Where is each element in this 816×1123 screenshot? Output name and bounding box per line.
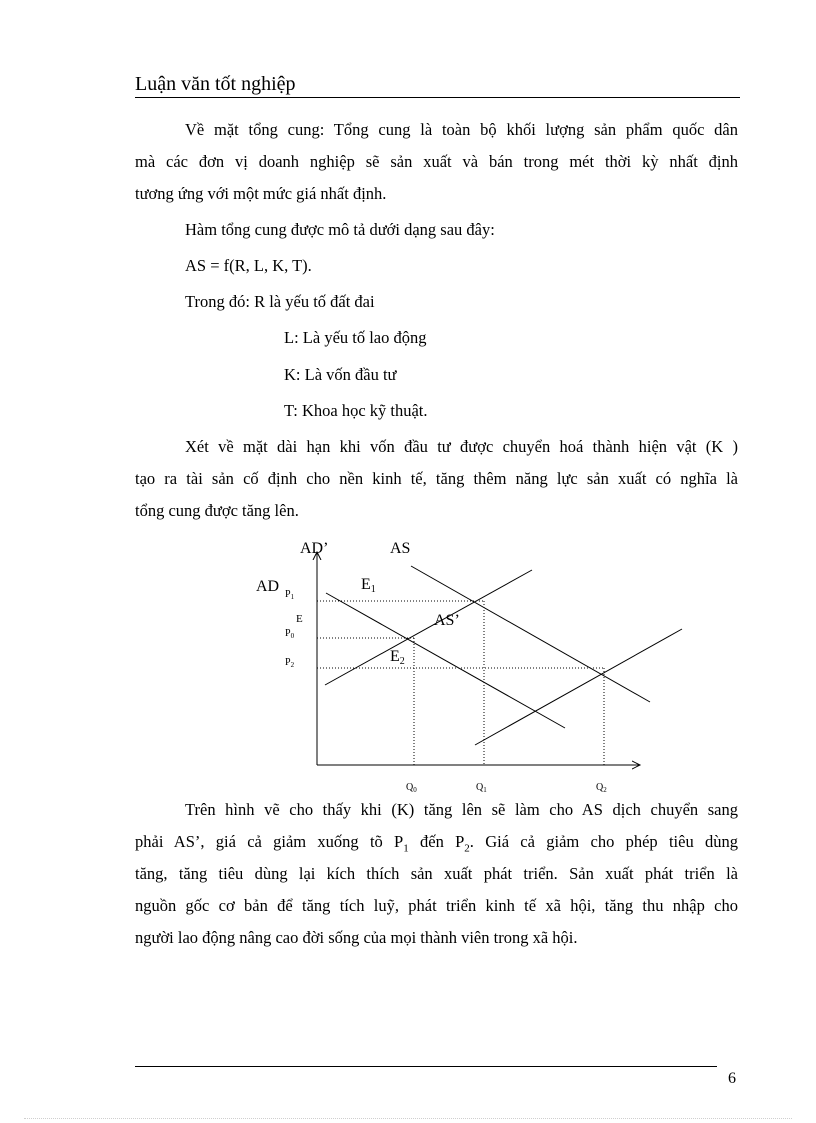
- q1-tick: $Q_1$: [476, 782, 487, 794]
- e1-label: E1: [361, 576, 376, 595]
- e2-label: E2: [390, 648, 405, 667]
- para3-line1: Xét về mặt dài hạn khi vốn đầu tư được chuyển hoá thành hiện vật (K ): [185, 437, 738, 456]
- para4-line1: Trên hình vẽ cho thấy khi (K) tăng lên sẽ làm cho AS dịch chuyển sang: [185, 800, 738, 819]
- formula: AS = f(R, L, K, T).: [185, 256, 312, 275]
- footer-rule: [135, 1066, 717, 1067]
- e-small-label: E: [296, 613, 303, 625]
- q2-tick: $Q_2$: [596, 782, 607, 794]
- page-bottom-edge: [24, 1118, 792, 1119]
- para4-line4: nguồn gốc cơ bản để tăng tích luỹ, phát triển kinh tế xã hội, tăng thu nhập cho: [135, 896, 738, 915]
- p2-tick: $P_2$: [285, 657, 295, 669]
- ad-prime-line: [411, 566, 650, 702]
- where-item: T: Khoa học kỹ thuật.: [284, 401, 428, 420]
- ad-prime-label: AD’: [300, 540, 329, 557]
- as-prime-line: [475, 629, 682, 745]
- where-item: L: Là yếu tố lao động: [284, 328, 427, 347]
- para1-line3: tương ứng với một mức giá nhất định.: [135, 184, 387, 203]
- para3-line2: tạo ra tài sản cố định cho nền kinh tế, tăng thêm năng lực sản xuất có nghĩa là: [135, 469, 738, 488]
- p1-tick: $P_1$: [285, 589, 295, 601]
- para4-line5: người lao động nâng cao đời sống của mọi thành viên trong xã hội.: [135, 928, 578, 947]
- ad-label: AD: [256, 578, 280, 595]
- where-item: K: Là vốn đầu tư: [284, 365, 397, 384]
- q0-tick: $Q_0$: [406, 782, 417, 794]
- para1-line1: Về mặt tổng cung: Tổng cung là toàn bộ khối lượng sản phẩm quốc dân: [185, 120, 738, 139]
- para1-line2: mà các đơn vị doanh nghiệp sẽ sản xuất và bán trong mét thời kỳ nhất định: [135, 152, 738, 171]
- page-number: 6: [728, 1070, 736, 1087]
- para4-line2: phải AS’, giá cả giảm xuống tõ $P_1$ đến $P_2$. Giá cả giảm cho phép tiêu dùng: [135, 832, 738, 855]
- p0-tick: $P_0$: [285, 628, 295, 640]
- page-header-title: Luận văn tốt nghiệp: [135, 72, 740, 98]
- as-label: AS: [390, 540, 411, 557]
- where-intro: Trong đó: R là yếu tố đất đai: [185, 292, 375, 311]
- para4-line3: tăng, tăng tiêu dùng lại kích thích sản xuất phát triển. Sản xuất phát triển là: [135, 864, 738, 883]
- as-prime-label: AS’: [434, 612, 460, 629]
- para2: Hàm tổng cung được mô tả dưới dạng sau đây:: [185, 220, 495, 239]
- para3-line3: tổng cung được tăng lên.: [135, 501, 299, 520]
